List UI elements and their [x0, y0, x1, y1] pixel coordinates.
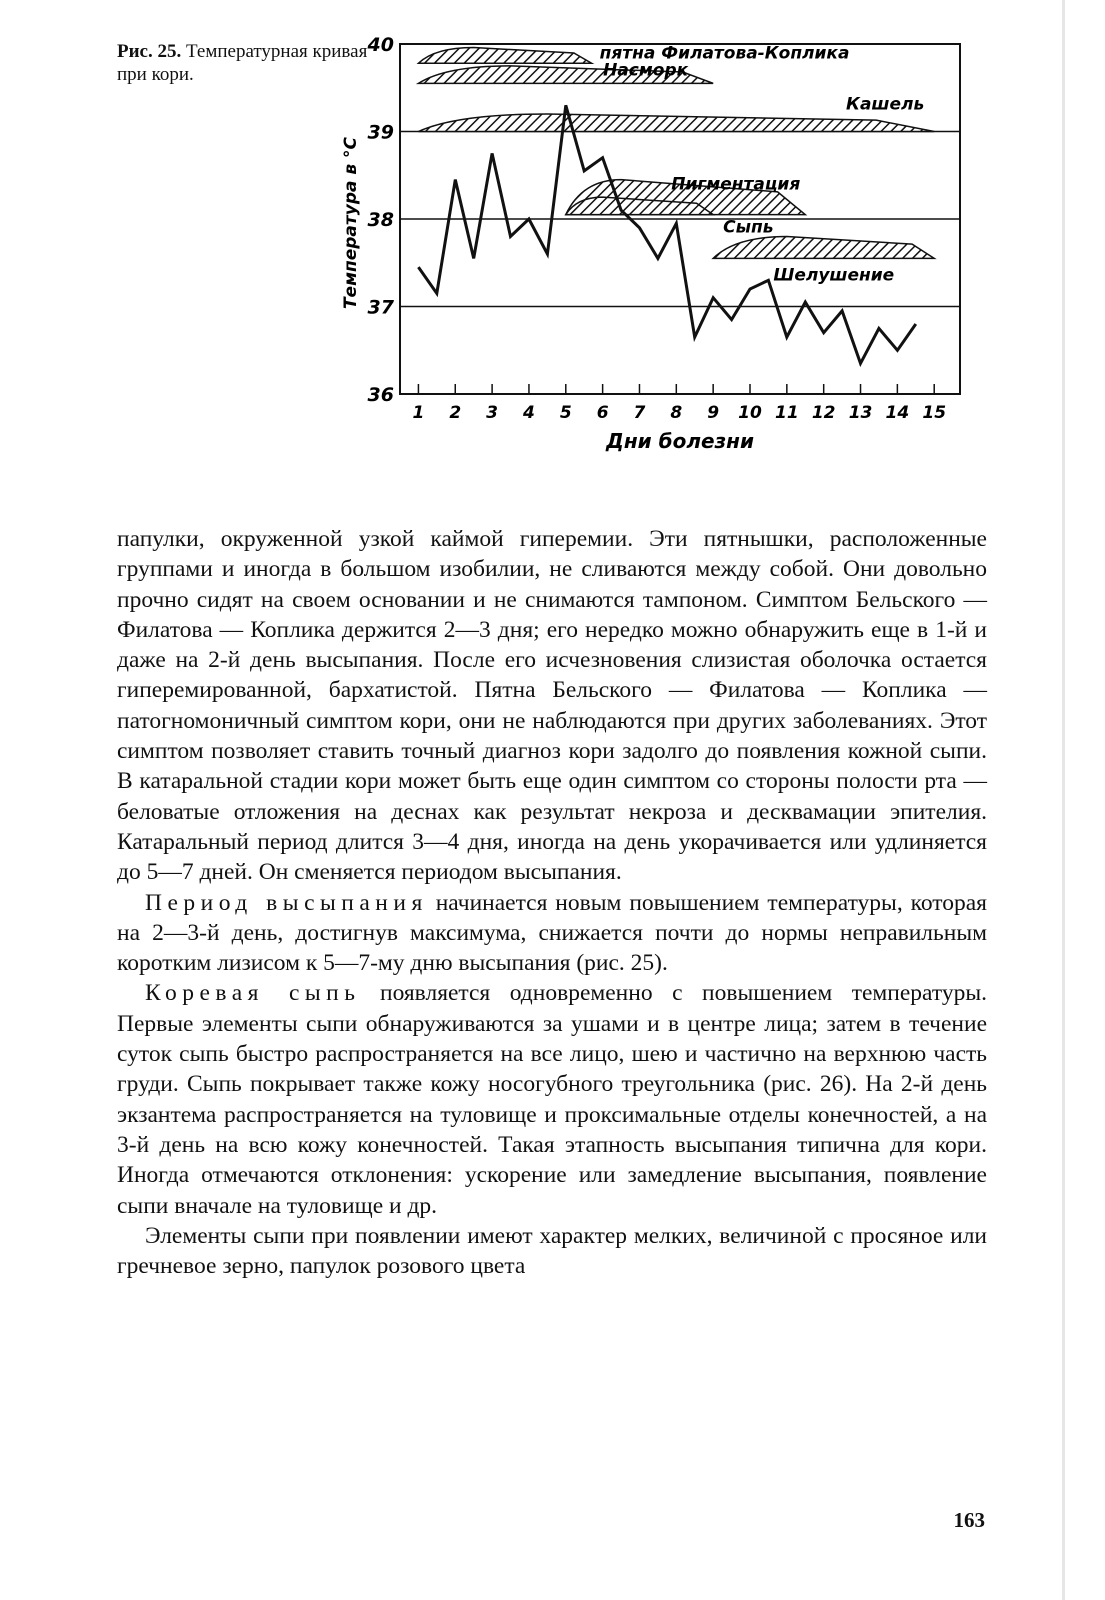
y-tick-label-3: 37 [367, 296, 394, 319]
y-tick-label-2: 38 [367, 209, 394, 231]
annotation-label-4: Сыпь [723, 217, 774, 238]
x-tick-label-12: 13 [848, 403, 873, 423]
figure-caption-label: Рис. 25. [117, 41, 182, 62]
x-tick-label-5: 6 [596, 403, 609, 423]
paragraph-4: Элементы сыпи при появлении имеют характер мелких, величиной с просяное или гречневое зерно, папулок розового цвета [117, 1222, 987, 1280]
paragraph-2 [117, 888, 987, 979]
paragraph-3 [117, 978, 987, 1220]
x-axis-label: Дни болезни [606, 429, 754, 453]
x-tick-label-7: 8 [670, 403, 683, 423]
x-tick-label-2: 3 [486, 403, 499, 423]
x-tick-label-0: 1 [412, 403, 425, 423]
page-number: 163 [953, 1508, 985, 1532]
paragraph-3-text: появляется одновременно с повышением температуры. Первые элементы сыпи обнаруживаются за ушами и в центре лица; затем в течение суток сыпь быстро распространяется на все лицо, шею и частично на верхнюю часть груди. Сыпь покрывает также кожу носогубного треугольника (рис. 26). На 2-й день экзантема распространяется на туловище и проксимальные отделы конечностей, а на 3-й день на всю кожу конечностей. Такая этапность высыпания типична для кори. Иногда отмечаются отклонения: ускорение или замедление высыпания, появление сыпи вначале на туловище и др. [117, 980, 987, 1219]
body-text [117, 524, 987, 1281]
term-measles-rash: Коревая сыпь [145, 980, 361, 1007]
paragraph-1: папулки, окруженной узкой каймой гиперемии. Эти пятнышки, расположенные группами и иногда в большом изобилии, не сливаются между собой. Они довольно прочно сидят на своем основании и не снимаются тампоном. Симптом Бельского — Филатова — Коплика держится 2—3 дня; его нередко можно обнаружить еще в 1-й и даже на 2-й день высыпания. После его исчезновения слизистая оболочка остается гиперемированной, бархатистой. Пятна Бельского — Филатова — Коплика — патогномоничный симптом кори, они не наблюдаются при других заболеваниях. Этот симптом позволяет ставить точный диагноз кори задолго до появления кожной сыпи. В катаральной стадии кори может быть еще один симптом со стороны полости рта — беловатые отложения на деснах как результат некроза и десквамации эпителия. Катаральный период длится 3—4 дня, иногда на день укорачивается или удлиняется до 5—7 дней. Он сменяется периодом высыпания. [117, 526, 987, 886]
annotation-label-1: Насморк [603, 60, 689, 81]
figure-caption-text: Температурная кривая при кори. [117, 41, 368, 85]
x-tick-label-10: 11 [775, 403, 799, 423]
x-tick-label-14: 15 [922, 403, 947, 423]
x-tick-label-6: 7 [633, 403, 646, 423]
paragraph-2-text: начинается новым повышением температуры, которая на 2—3-й день, достигнув максимума, снижается почти до нормы неправильным коротким лизисом к 5—7-му дню высыпания (рис. 25). [117, 889, 987, 977]
x-tick-label-8: 9 [707, 403, 720, 423]
annotation-label-5: Шелушение [773, 265, 895, 286]
page-edge [1062, 0, 1065, 1600]
y-tick-label-4: 36 [367, 384, 394, 406]
x-tick-label-11: 12 [811, 403, 836, 423]
x-tick-label-9: 10 [738, 403, 762, 423]
x-tick-label-1: 2 [449, 403, 462, 423]
annotation-band-0 [418, 48, 591, 64]
x-tick-label-4: 5 [559, 403, 572, 423]
y-axis-label: Температура в °С [341, 136, 361, 310]
x-tick-label-3: 4 [523, 403, 535, 423]
x-tick-label-13: 14 [885, 403, 910, 423]
temperature-curve [418, 105, 915, 363]
annotation-band-5 [713, 237, 934, 259]
y-tick-label-1: 39 [367, 121, 394, 144]
annotation-label-2: Кашель [846, 94, 925, 115]
temperature-chart [330, 28, 990, 478]
y-tick-label-0: 40 [367, 34, 394, 56]
annotation-band-2 [418, 114, 934, 132]
annotation-label-3: Пигментация [671, 174, 801, 195]
term-rash-period: Период высыпания [145, 889, 428, 916]
annotation-label-0: пятна Филатова-Коплика [599, 43, 850, 64]
